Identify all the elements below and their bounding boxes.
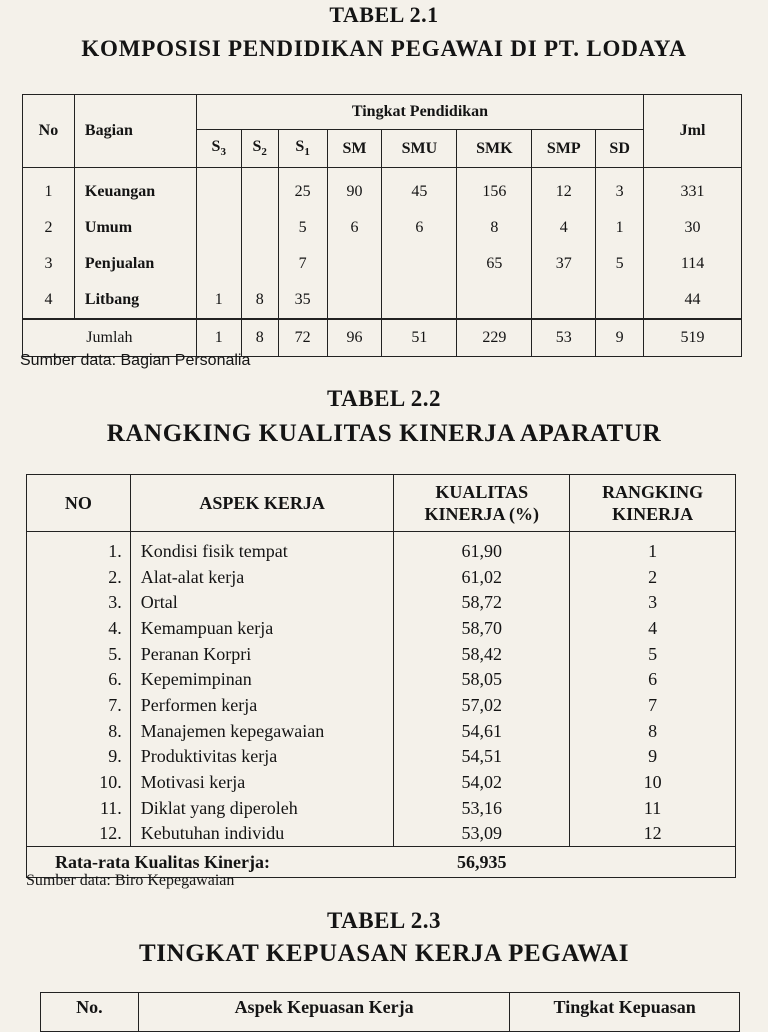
header-bagian: Bagian — [74, 95, 196, 168]
header-aspek-kepuasan: Aspek Kepuasan Kerja — [138, 993, 509, 1032]
header-s3: $S_3$ — [196, 130, 241, 168]
table-row: 9. Produktivitas kerja 54,51 9 — [27, 744, 736, 770]
performance-ranking-table — [26, 474, 736, 878]
table3-caption: TABEL 2.3 — [327, 908, 441, 933]
header-tingkat-pendidikan: Tingkat Pendidikan — [196, 95, 643, 130]
table1-caption: TABEL 2.1 — [329, 2, 439, 27]
table-row: 12. Kebutuhan individu 53,09 12 — [27, 821, 736, 847]
table-row: 3 Penjualan 7 65 37 5 114 — [23, 246, 742, 282]
header-smk: SMK — [457, 130, 532, 168]
table-row: 10. Motivasi kerja 54,02 10 — [27, 769, 736, 795]
table2-source: Sumber data: Biro Kepegawaian — [26, 872, 235, 889]
average-label: Rata-rata Kualitas Kinerja: — [27, 847, 394, 878]
header-sm: SM — [327, 130, 382, 168]
table2-title: RANGKING KUALITAS KINERJA APARATUR — [106, 420, 662, 447]
table-row: 3. Ortal 58,72 3 — [27, 589, 736, 615]
header-s1: $S_1$ — [278, 130, 327, 168]
table-row: 2. Alat-alat kerja 61,02 2 — [27, 564, 736, 590]
header-no: NO — [27, 475, 131, 532]
education-composition-table — [22, 94, 742, 357]
table-row: 1 Keuangan 25 90 45 156 12 3 331 — [23, 168, 742, 211]
table-row: 8. Manajemen kepegawaian 54,61 8 — [27, 718, 736, 744]
table3-title: TINGKAT KEPUASAN KERJA PEGAWAI — [138, 940, 630, 967]
table-row: 11. Diklat yang diperoleh 53,16 11 — [27, 795, 736, 821]
table-row: 2 Umum 5 6 6 8 4 1 30 — [23, 210, 742, 246]
table-row: 1. Kondisi fisik tempat 61,90 1 — [27, 532, 736, 564]
header-smu: SMU — [382, 130, 457, 168]
header-no: No — [23, 95, 75, 168]
header-aspek-kerja: ASPEK KERJA — [130, 475, 394, 532]
table-row: 6. Kepemimpinan 58,05 6 — [27, 666, 736, 692]
table1-source: Sumber data: Bagian Personalia — [20, 352, 251, 369]
total-row: Jumlah 1 8 72 96 51 229 53 9 519 — [23, 319, 742, 357]
table1-title: KOMPOSISI PENDIDIKAN PEGAWAI DI PT. LODAYA — [81, 36, 687, 61]
header-jml: Jml — [644, 95, 742, 168]
table-row: 7. Performen kerja 57,02 7 — [27, 692, 736, 718]
table2-caption: TABEL 2.2 — [327, 386, 441, 411]
header-rangking-kinerja: RANGKING KINERJA — [570, 475, 736, 532]
table-row: 4 Litbang 1 8 35 44 — [23, 282, 742, 319]
header-s2: $S_2$ — [241, 130, 278, 168]
header-smp: SMP — [532, 130, 596, 168]
job-satisfaction-table — [40, 992, 740, 1032]
header-sd: SD — [596, 130, 644, 168]
header-no: No. — [41, 993, 139, 1032]
average-value: 56,935 — [394, 847, 570, 878]
total-label: Jumlah — [23, 319, 197, 357]
header-tingkat-kepuasan: Tingkat Kepuasan — [510, 993, 740, 1032]
header-kualitas-kinerja: KUALITAS KINERJA (%) — [394, 475, 570, 532]
table-row: 4. Kemampuan kerja 58,70 4 — [27, 615, 736, 641]
table-row: 5. Peranan Korpri 58,42 5 — [27, 641, 736, 667]
